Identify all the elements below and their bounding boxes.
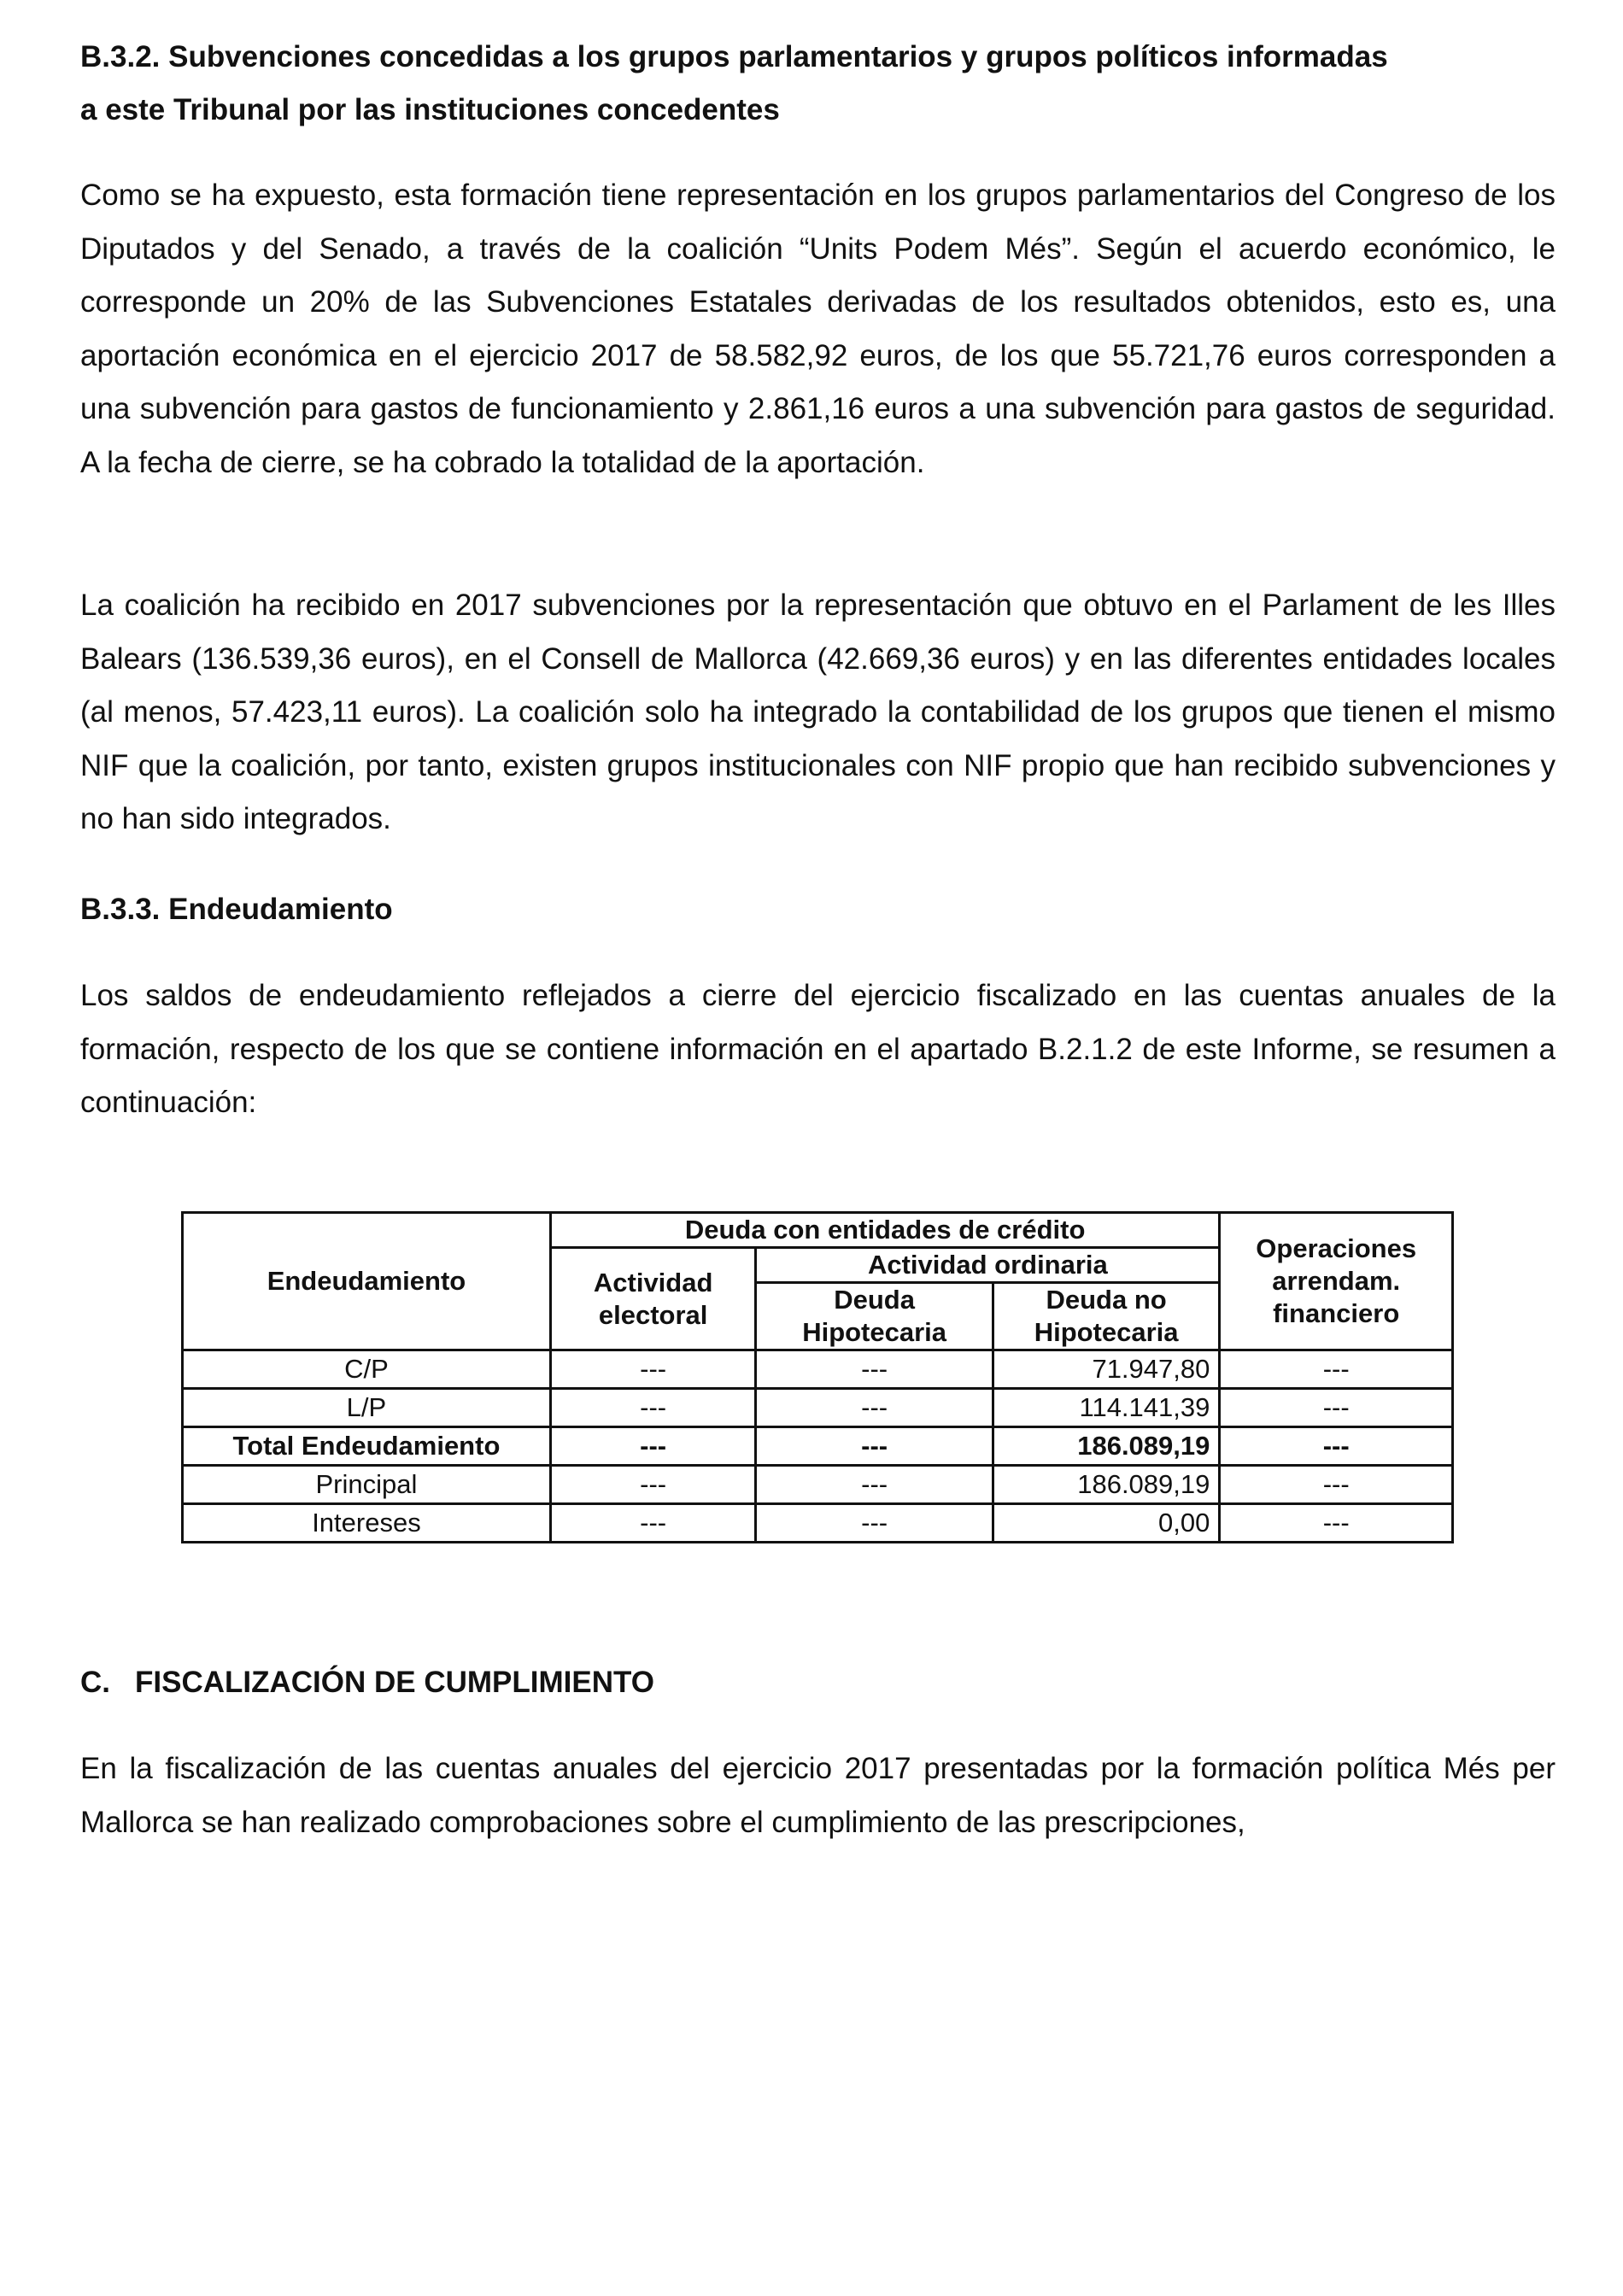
header-deuda-entidades: Deuda con entidades de crédito	[550, 1213, 1219, 1248]
section-b32-heading-line1: B.3.2. Subvenciones concedidas a los grupos parlamentarios y grupos políticos informadas	[80, 40, 1388, 73]
cell-no-hipotecaria: 186.089,19	[993, 1466, 1220, 1504]
table-row-total	[183, 1427, 1453, 1466]
section-b32-heading	[80, 31, 1556, 137]
row-label: Total Endeudamiento	[183, 1427, 551, 1466]
cell-no-hipotecaria: 114.141,39	[993, 1389, 1220, 1427]
cell-arrendam: ---	[1220, 1466, 1453, 1504]
cell-arrendam: ---	[1220, 1504, 1453, 1543]
table-row	[183, 1350, 1453, 1389]
cell-no-hipotecaria: 0,00	[993, 1504, 1220, 1543]
cell-electoral: ---	[550, 1427, 756, 1466]
section-c-paragraph: En la fiscalización de las cuentas anuales del ejercicio 2017 presentadas por la formación política Més per Mallorca se han realizado comprobaciones sobre el cumplimiento de las prescripciones,	[80, 1752, 1556, 1839]
row-label: Intereses	[183, 1504, 551, 1543]
cell-no-hipotecaria: 71.947,80	[993, 1350, 1220, 1389]
row-label: L/P	[183, 1389, 551, 1427]
table-row	[183, 1389, 1453, 1427]
cell-electoral: ---	[550, 1389, 756, 1427]
cell-hipotecaria: ---	[756, 1466, 993, 1504]
section-b33-heading: B.3.3. Endeudamiento	[80, 893, 393, 926]
cell-arrendam: ---	[1220, 1389, 1453, 1427]
header-deuda-hipotecaria: Deuda Hipotecaria	[756, 1283, 993, 1350]
header-operaciones: Operaciones arrendam. financiero	[1220, 1213, 1453, 1350]
cell-electoral: ---	[550, 1504, 756, 1543]
cell-hipotecaria: ---	[756, 1427, 993, 1466]
cell-hipotecaria: ---	[756, 1389, 993, 1427]
cell-arrendam: ---	[1220, 1350, 1453, 1389]
cell-hipotecaria: ---	[756, 1504, 993, 1543]
section-c-heading	[80, 1656, 1556, 1709]
row-label: C/P	[183, 1350, 551, 1389]
cell-electoral: ---	[550, 1466, 756, 1504]
row-label: Principal	[183, 1466, 551, 1504]
section-c-title: FISCALIZACIÓN DE CUMPLIMIENTO	[135, 1666, 654, 1699]
header-actividad-electoral: Actividad electoral	[550, 1248, 756, 1350]
section-b32-heading-line2: a este Tribunal por las instituciones concedentes	[80, 93, 780, 126]
debt-table	[181, 1211, 1454, 1543]
table-row	[183, 1466, 1453, 1504]
section-c-letter: C.	[80, 1666, 110, 1699]
table-row	[183, 1504, 1453, 1543]
section-b32-paragraph-1: Como se ha expuesto, esta formación tiene representación en los grupos parlamentarios del Congreso de los Diputados y del Senado, a través de la coalición “Units Podem Més”. Según el acuerdo económico, le corresponde un 20% de las Subvenciones Estatales derivadas de los resultados obtenidos, esto es, una aportación económica en el ejercicio 2017 de 58.582,92 euros, de los que 55.721,76 euros corresponden a una subvención para gastos de funcionamiento y 2.861,16 euros a una subvención para gastos de seguridad. A la fecha de cierre, se ha cobrado la totalidad de la aportación.	[80, 179, 1556, 479]
cell-hipotecaria: ---	[756, 1350, 993, 1389]
cell-electoral: ---	[550, 1350, 756, 1389]
section-b32-paragraph-2: La coalición ha recibido en 2017 subvenciones por la representación que obtuvo en el Parlament de les Illes Balears (136.539,36 euros), en el Consell de Mallorca (42.669,36 euros) y en las diferentes entidades locales (al menos, 57.423,11 euros). La coalición solo ha integrado la contabilidad de los grupos que tienen el mismo NIF que la coalición, por tanto, existen grupos institucionales con NIF propio que han recibido subvenciones y no han sido integrados.	[80, 589, 1556, 835]
cell-arrendam: ---	[1220, 1427, 1453, 1466]
cell-no-hipotecaria: 186.089,19	[993, 1427, 1220, 1466]
section-b33-paragraph: Los saldos de endeudamiento reflejados a cierre del ejercicio fiscalizado en las cuentas anuales de la formación, respecto de los que se contiene información en el apartado B.2.1.2 de este Informe, se resumen a continuación:	[80, 979, 1556, 1119]
header-deuda-no-hipotecaria: Deuda no Hipotecaria	[993, 1283, 1220, 1350]
header-actividad-ordinaria: Actividad ordinaria	[756, 1248, 1220, 1283]
header-endeudamiento: Endeudamiento	[183, 1213, 551, 1350]
